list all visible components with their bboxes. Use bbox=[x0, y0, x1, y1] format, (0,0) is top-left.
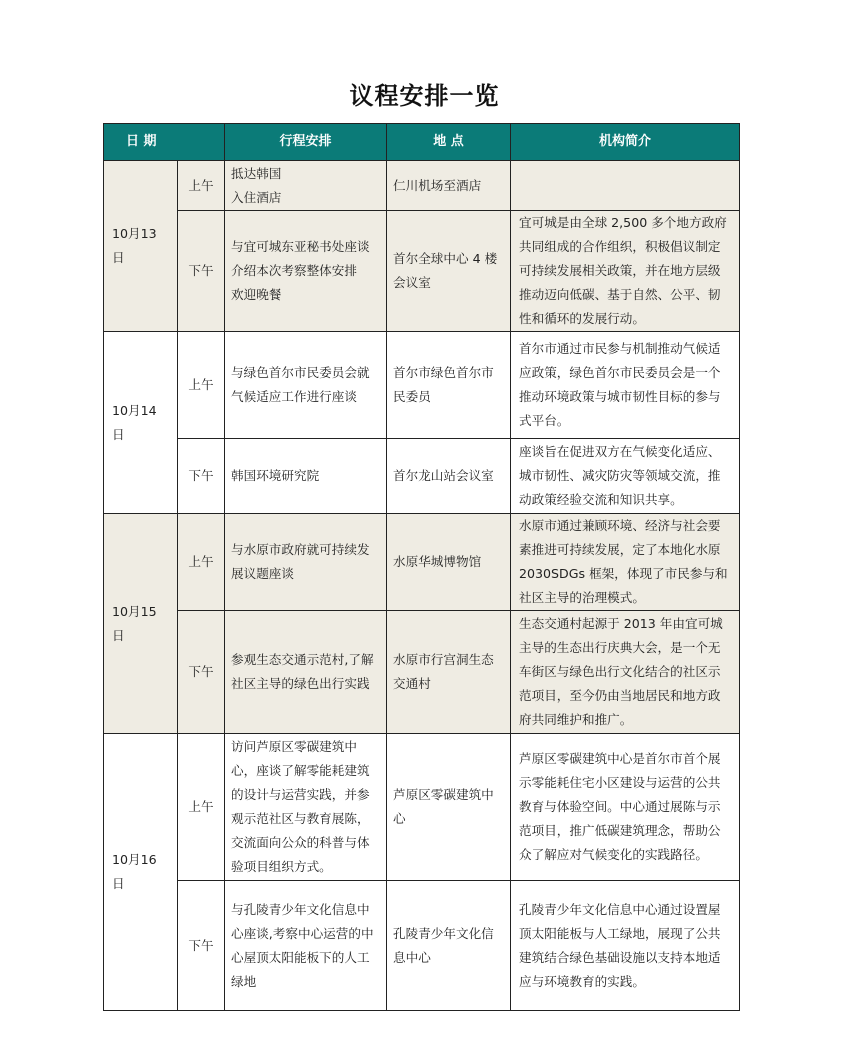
period-cell: 上午 bbox=[178, 514, 225, 611]
period-cell: 下午 bbox=[178, 611, 225, 734]
table-header-row bbox=[104, 124, 740, 161]
schedule-cell: 与宜可城东亚秘书处座谈 介绍本次考察整体安排 欢迎晚餐 bbox=[225, 211, 387, 332]
location-cell: 孔陵青少年文化信 息中心 bbox=[387, 881, 511, 1011]
intro-cell: 宜可城是由全球 2,500 多个地方政府 共同组成的合作组织，积极倡议制定 可持续发展相关政策，并在地方层级 推动迈向低碳、基于自然、公平、韧 性和循环的发展行动。 bbox=[511, 211, 740, 332]
page-title: 议程安排一览 bbox=[349, 82, 500, 110]
header-schedule: 行程安排 bbox=[225, 124, 387, 161]
table-row bbox=[104, 881, 740, 1011]
date-cell: 10月15 日 bbox=[104, 514, 178, 734]
intro-cell: 孔陵青少年文化信息中心通过设置屋 顶太阳能板与人工绿地，展现了公共 建筑结合绿色基础设施以支持本地适 应与环境教育的实践。 bbox=[511, 881, 740, 1011]
location-cell: 芦原区零碳建筑中 心 bbox=[387, 734, 511, 881]
period-cell: 下午 bbox=[178, 881, 225, 1011]
location-cell: 首尔全球中心 4 楼 会议室 bbox=[387, 211, 511, 332]
period-cell: 下午 bbox=[178, 211, 225, 332]
location-cell: 首尔龙山站会议室 bbox=[387, 439, 511, 514]
schedule-cell: 与水原市政府就可持续发 展议题座谈 bbox=[225, 514, 387, 611]
schedule-cell: 韩国环境研究院 bbox=[225, 439, 387, 514]
table-row bbox=[104, 211, 740, 332]
intro-cell: 芦原区零碳建筑中心是首尔市首个展 示零能耗住宅小区建设与运营的公共 教育与体验空间。中心通过展陈与示 范项目，推广低碳建筑理念，帮助公 众了解应对气候变化的实践路径。 bbox=[511, 734, 740, 881]
location-cell: 水原华城博物馆 bbox=[387, 514, 511, 611]
date-cell: 10月16 日 bbox=[104, 734, 178, 1011]
period-cell: 下午 bbox=[178, 439, 225, 514]
schedule-cell: 与绿色首尔市民委员会就 气候适应工作进行座谈 bbox=[225, 332, 387, 439]
location-cell: 仁川机场至酒店 bbox=[387, 161, 511, 211]
schedule-cell: 抵达韩国 入住酒店 bbox=[225, 161, 387, 211]
agenda-body bbox=[104, 161, 740, 1011]
intro-cell: 生态交通村起源于 2013 年由宜可城 主导的生态出行庆典大会，是一个无 车街区与绿色出行文化结合的社区示 范项目，至今仍由当地居民和地方政 府共同维护和推广。 bbox=[511, 611, 740, 734]
table-row bbox=[104, 611, 740, 734]
date-cell: 10月14 日 bbox=[104, 332, 178, 514]
period-cell: 上午 bbox=[178, 332, 225, 439]
intro-cell: 水原市通过兼顾环境、经济与社会要 素推进可持续发展，定了本地化水原 2030SDGs 框架，体现了市民参与和 社区主导的治理模式。 bbox=[511, 514, 740, 611]
schedule-cell: 与孔陵青少年文化信息中 心座谈,考察中心运营的中 心屋顶太阳能板下的人工 绿地 bbox=[225, 881, 387, 1011]
period-cell: 上午 bbox=[178, 161, 225, 211]
period-cell: 上午 bbox=[178, 734, 225, 881]
agenda-table bbox=[103, 123, 740, 1011]
schedule-cell: 访问芦原区零碳建筑中 心，座谈了解零能耗建筑 的设计与运营实践，并参 观示范社区与教育展陈， 交流面向公众的科普与体 验项目组织方式。 bbox=[225, 734, 387, 881]
date-cell: 10月13 日 bbox=[104, 161, 178, 332]
table-row bbox=[104, 734, 740, 881]
intro-cell: 首尔市通过市民参与机制推动气候适 应政策，绿色首尔市民委员会是一个 推动环境政策与城市韧性目标的参与 式平台。 bbox=[511, 332, 740, 439]
header-location: 地 点 bbox=[387, 124, 511, 161]
schedule-cell: 参观生态交通示范村,了解 社区主导的绿色出行实践 bbox=[225, 611, 387, 734]
table-row bbox=[104, 161, 740, 211]
intro-cell bbox=[511, 161, 740, 211]
header-date: 日 期 bbox=[104, 124, 225, 161]
header-intro: 机构简介 bbox=[511, 124, 740, 161]
table-row bbox=[104, 439, 740, 514]
table-row bbox=[104, 332, 740, 439]
location-cell: 水原市行宫洞生态 交通村 bbox=[387, 611, 511, 734]
table-row bbox=[104, 514, 740, 611]
location-cell: 首尔市绿色首尔市 民委员 bbox=[387, 332, 511, 439]
intro-cell: 座谈旨在促进双方在气候变化适应、 城市韧性、减灾防灾等领域交流，推 动政策经验交流和知识共享。 bbox=[511, 439, 740, 514]
